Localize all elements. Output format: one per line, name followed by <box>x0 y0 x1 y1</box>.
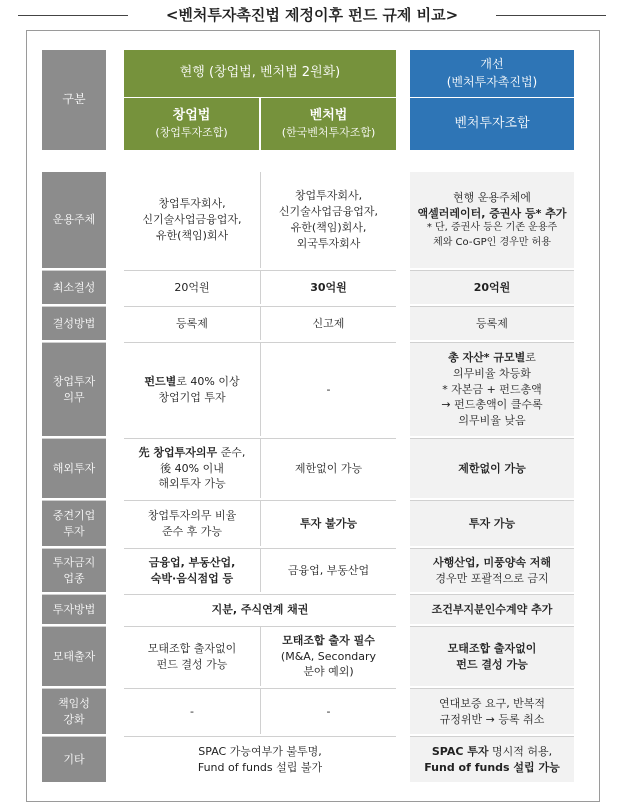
cell-accountability-c <box>410 688 574 734</box>
text-line: 분야 예외) <box>303 665 354 679</box>
document-title: <벤처투자촉진법 제정이후 펀드 규제 비교> <box>0 4 624 25</box>
cell-overseas-b: 제한없이 가능 <box>260 438 396 498</box>
text-line: 펀드 결성 가능 <box>156 657 228 671</box>
col-b-name: 벤처법 <box>309 107 348 123</box>
text-line: 창업투자회사, <box>158 197 226 211</box>
text-line: Fund of funds 설립 가능 <box>424 760 560 774</box>
text-line: (M&A, Secondary <box>280 649 377 663</box>
text-line: 의무비율 차등화 <box>453 366 531 380</box>
cell-operator-c <box>410 172 574 268</box>
text-line: 유한(책임)회사, <box>290 221 367 234</box>
text-line: 해외투자 가능 <box>158 477 226 491</box>
row-label-prohibited <box>42 548 106 592</box>
header-col-c: 벤처투자조합 <box>410 98 574 150</box>
text-line: 後 40% 이내 <box>160 461 224 475</box>
text-line: 신기술사업금융업자, <box>278 205 379 219</box>
row-label-method: 투자방법 <box>42 594 106 624</box>
header-improved-group <box>410 50 574 97</box>
cell-formation-b: 신고제 <box>260 306 396 340</box>
cell-midsize-c: 투자 가능 <box>410 500 574 546</box>
text-line <box>448 350 536 366</box>
text-line: 모태조합 출자없이 <box>447 641 537 655</box>
cell-operator-a <box>124 172 260 268</box>
note-line: 체와 Co-GP인 경우만 허용 <box>433 236 551 248</box>
text-line: 창업투자 <box>52 374 96 388</box>
row-label-midsize <box>42 500 106 546</box>
text-line: 창업투자회사, <box>294 189 363 203</box>
text-line: 의무비율 낮음 <box>458 414 526 428</box>
text-rest: 명시적 허용, <box>488 744 553 758</box>
header-current-group: 현행 (창업법, 벤처법 2원화) <box>124 50 396 97</box>
row-label-overseas: 해외투자 <box>42 438 106 498</box>
text-line: 액셀러레이터, 증권사 등* 추가 <box>417 206 567 220</box>
cell-etc-c <box>410 736 574 782</box>
row-label-formation: 결성방법 <box>42 306 106 340</box>
cell-startup-duty-a <box>124 342 260 436</box>
text-line: 창업투자의무 비율 <box>147 508 237 522</box>
text-line: 투자금지 <box>52 555 96 569</box>
text-line: 창업기업 투자 <box>158 390 226 404</box>
text-line: 준수 후 가능 <box>161 524 223 538</box>
cell-operator-b <box>260 172 396 268</box>
cell-accountability-b: - <box>260 688 396 734</box>
improved-line1: 개선 <box>480 57 504 72</box>
cell-overseas-a <box>124 438 260 498</box>
bold-text: SPAC 투자 <box>431 744 489 758</box>
cell-mother-fund-a <box>124 626 260 686</box>
cell-formation-c: 등록제 <box>410 306 574 340</box>
text-line: 규정위반 → 등록 취소 <box>439 712 545 726</box>
text-line: Fund of funds 설립 불가 <box>197 760 323 774</box>
text-line: 사행산업, 미풍양속 저해 <box>432 555 552 569</box>
bold-text: 총 자산* 규모별 <box>448 350 526 364</box>
text-line: 숙박·음식점업 등 <box>150 571 234 585</box>
cell-etc-ab <box>124 736 396 782</box>
text-line: → 펀드총액이 클수록 <box>441 398 543 412</box>
text-line: 모태조합 출자없이 <box>147 641 237 655</box>
row-label-accountability <box>42 688 106 734</box>
cell-prohibited-a <box>124 548 260 592</box>
text-line: 투자 <box>63 524 85 538</box>
text-line: 현행 운용주체에 <box>453 190 531 204</box>
cell-overseas-c: 제한없이 가능 <box>410 438 574 498</box>
text-line <box>432 744 552 760</box>
col-b-sub: (한국벤처투자조합) <box>281 126 376 140</box>
text-line <box>139 445 246 461</box>
bold-text: 先 창업투자의무 <box>138 445 218 459</box>
cell-startup-duty-b: - <box>260 342 396 436</box>
cell-min-fund-b: 30억원 <box>260 270 396 304</box>
text-line: 업종 <box>63 571 85 585</box>
row-label-min-fund: 최소결성 <box>42 270 106 304</box>
cell-prohibited-b: 금융업, 부동산업 <box>260 548 396 592</box>
text-line: 모태조합 출자 필수 <box>282 633 375 647</box>
cell-method-ab: 지분, 주식연계 채권 <box>124 594 396 624</box>
cell-accountability-a: - <box>124 688 260 734</box>
text-rest: 준수, <box>217 445 246 459</box>
cell-method-c: 조건부지분인수계약 추가 <box>410 594 574 624</box>
cell-midsize-a <box>124 500 260 546</box>
cell-startup-duty-c <box>410 342 574 436</box>
text-line: 연대보증 요구, 반복적 <box>438 696 546 710</box>
col-a-sub: (창업투자조합) <box>155 126 228 140</box>
cell-formation-a: 등록제 <box>124 306 260 340</box>
improved-line2: (벤처투자촉진법) <box>446 74 538 89</box>
text-line: 신기술사업금융업자, <box>142 213 242 227</box>
cell-mother-fund-b <box>260 626 396 686</box>
text-line: 외국투자회사 <box>296 236 361 250</box>
cell-mother-fund-c <box>410 626 574 686</box>
cell-min-fund-c: 20억원 <box>410 270 574 304</box>
row-label-startup-duty <box>42 342 106 436</box>
header-col-a <box>124 98 259 150</box>
row-label-mother-fund: 모태출자 <box>42 626 106 686</box>
col-a-name: 창업법 <box>172 107 211 123</box>
text-line: 책임성 <box>58 696 90 710</box>
header-col-divider <box>259 98 261 150</box>
row-label-operator: 운용주체 <box>42 172 106 268</box>
text-line: 경우만 포괄적으로 금지 <box>435 571 549 585</box>
cell-midsize-b: 투자 불가능 <box>260 500 396 546</box>
header-col-b <box>261 98 396 150</box>
text-line: * 자본금 + 펀드총액 <box>442 382 542 396</box>
text-line: SPAC 가능여부가 불투명, <box>198 744 322 758</box>
row-label-etc: 기타 <box>42 736 106 782</box>
text-line: 의무 <box>63 390 85 404</box>
cell-prohibited-c <box>410 548 574 592</box>
text-line: 펀드 결성 가능 <box>456 657 528 671</box>
text-line: 중견기업 <box>52 508 96 522</box>
cell-min-fund-a: 20억원 <box>124 270 260 304</box>
text-rest: 로 <box>525 350 536 364</box>
text-line: 유한(책임)회사 <box>155 228 229 242</box>
header-category: 구분 <box>42 50 106 150</box>
text-line: 강화 <box>63 712 85 726</box>
note-line: * 단, 증권사 등은 기존 운용주 <box>426 222 558 234</box>
text-rest: 로 40% 이상 <box>176 374 240 388</box>
bold-text: 펀드별 <box>144 374 177 388</box>
text-line: 금융업, 부동산업, <box>148 555 236 569</box>
text-line <box>144 374 239 390</box>
